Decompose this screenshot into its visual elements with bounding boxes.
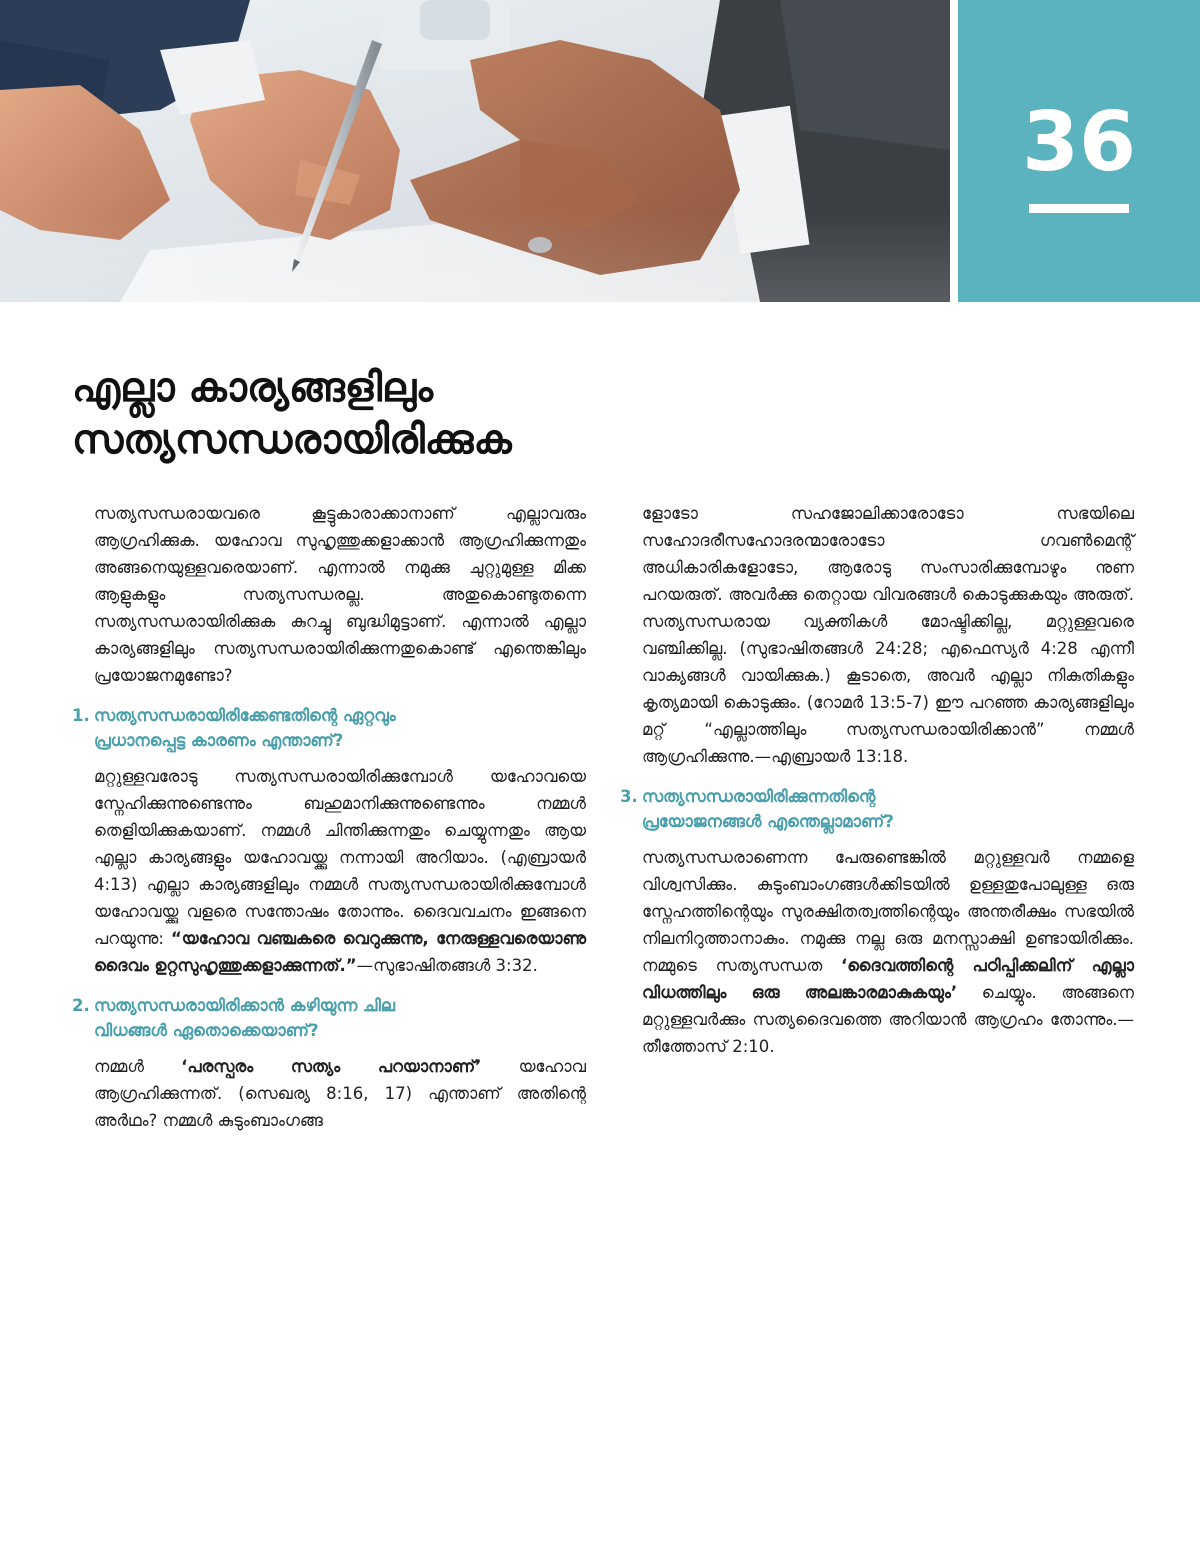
question-2-line-2: വിധങ്ങൾ ഏതൊക്കെയാണ്? xyxy=(94,1021,319,1040)
lesson-number: 36 xyxy=(1021,95,1137,190)
question-1-line-2: പ്രധാനപ്പെട്ട കാരണം എന്താണ്? xyxy=(94,731,344,750)
answer-1-paragraph xyxy=(72,763,586,979)
answer-2-text-start: നമ്മൾ xyxy=(94,1057,144,1076)
question-3-text xyxy=(642,784,1134,834)
answer-1-reference: —സുഭാഷിതങ്ങൾ 3:32. xyxy=(356,956,538,975)
answer-1-text: മറ്റുള്ളവരോടു സത്യസന്ധരായിരിക്കുമ്പോൾ യഹോവയെ സ്നേഹിക്കുന്നുണ്ടെന്നും ബഹുമാനിക്കുന്നുണ്ടെന്നും നമ്മൾ തെളിയിക്കുകയാണ്. നമ്മൾ ചിന്തിക്കുന്നതും ചെയ്യുന്നതും ആയ എല്ലാ കാര്യങ്ങളും യഹോവയ്ക്കു നന്നായി അറിയാം. (എബ്രായർ 4:13) എല്ലാ കാര്യങ്ങളിലും നമ്മൾ സത്യസന്ധരായിരിക്കുമ്പോൾ യഹോവയ്ക്കു വളരെ സന്തോഷം തോന്നും. ദൈവവചനം ഇങ്ങനെ പറയുന്നു: xyxy=(94,767,586,948)
left-column xyxy=(72,500,586,1134)
question-3-line-2: പ്രയോജനങ്ങൾ എന്തെല്ലാമാണ്? xyxy=(642,812,894,831)
lesson-number-underline xyxy=(1029,204,1129,213)
page-title-line-2: സത്യസന്ധരായിരിക്കുക xyxy=(72,417,512,463)
answer-3-paragraph xyxy=(620,844,1134,1060)
question-3-number: 3. xyxy=(620,787,638,806)
question-1-line-1: സത്യസന്ധരായിരിക്കേണ്ടതിന്റെ ഏറ്റവും xyxy=(94,706,396,725)
answer-2-continuation: ളോടോ സഹജോലിക്കാരോടോ സഭയിലെ സഹോദരീസഹോദരന്മാരോടോ ഗവൺമെന്റ് അധികാരികളോടോ, ആരോടു സംസാരിക്കുമ്പോഴും നുണ പറയരുത്. അവർക്കു തെറ്റായ വിവരങ്ങൾ കൊടുക്കുകയും അരുത്. സത്യസന്ധരായ വ്യക്തികൾ മോഷ്ടിക്കില്ല, മറ്റുള്ളവരെ വഞ്ചിക്കില്ല. (സുഭാഷിതങ്ങൾ 24:28; എഫെസ്യർ 4:28 എന്നീ വാക്യങ്ങൾ വായിക്കുക.) കൂടാതെ, അവർ എല്ലാ നികുതികളും കൃത്യമായി കൊടുക്കും. (റോമർ 13:5-7) ഈ പറഞ്ഞ കാര്യങ്ങളിലും മറ്റ് “എല്ലാത്തിലും സത്യസന്ധരായിരിക്കാൻ” നമ്മൾ ആഗ്രഹിക്കുന്നു.—എബ്രായർ 13:18. xyxy=(642,504,1134,766)
photo-fade xyxy=(0,0,950,302)
answer-2-quote: ‘പരസ്പരം സത്യം പറയാനാണ്’ xyxy=(181,1057,482,1076)
answer-1-quote: “യഹോവ വഞ്ചകരെ വെറുക്കുന്നു, നേരുള്ളവരെയാണു ദൈവം ഉറ്റസുഹൃത്തുക്കളാക്കുന്നത്.” xyxy=(94,929,586,975)
question-1-heading xyxy=(72,703,586,753)
question-3-line-1: സത്യസന്ധരായിരിക്കുന്നതിന്റെ xyxy=(642,787,876,806)
question-2-text xyxy=(94,993,586,1043)
answer-3-text-end: ചെയ്യും. അങ്ങനെ മറ്റുള്ളവർക്കും സത്യദൈവത്തെ അറിയാൻ ആഗ്രഹം തോന്നും.—തീത്തോസ് 2:10. xyxy=(642,983,1134,1056)
question-2-heading xyxy=(72,993,586,1043)
lesson-number-badge xyxy=(958,0,1200,302)
answer-3-text-start: സത്യസന്ധരാണെന്ന പേരുണ്ടെങ്കിൽ മറ്റുള്ളവർ നമ്മളെ വിശ്വസിക്കും. കുടുംബാംഗങ്ങൾക്കിടയിൽ ഉള്ളതുപോലുള്ള ഒരു സ്നേഹത്തിന്റെയും സുരക്ഷിതത്വത്തിന്റെയും അന്തരീക്ഷം സഭയിൽ നിലനിറുത്താനാകും. നമുക്കു നല്ല ഒരു മനസ്സാക്ഷി ഉണ്ടായിരിക്കും. നമ്മുടെ സത്യസന്ധത xyxy=(642,848,1134,975)
header-photo xyxy=(0,0,950,302)
question-2-number: 2. xyxy=(72,996,90,1015)
answer-3-quote: ‘ദൈവത്തിന്റെ പഠിപ്പിക്കലിന് എല്ലാ വിധത്തിലും ഒരു അലങ്കാരമാകുകയും’ xyxy=(642,956,1134,1002)
right-column xyxy=(620,500,1134,1060)
answer-2-text-end: യഹോവ ആഗ്രഹിക്കുന്നത്. (സെഖര്യ 8:16, 17) എന്താണ് അതിന്റെ അർഥം? നമ്മൾ കുടുംബാംഗങ്ങ xyxy=(94,1057,587,1130)
page-title-line-1: എല്ലാ കാര്യങ്ങളിലും xyxy=(72,365,433,411)
answer-2-paragraph xyxy=(72,1053,586,1134)
question-1-number: 1. xyxy=(72,706,90,725)
page-title xyxy=(72,362,872,466)
question-2-line-1: സത്യസന്ധരായിരിക്കാൻ കഴിയുന്ന ചില xyxy=(94,996,395,1015)
question-1-text xyxy=(94,703,586,753)
intro-paragraph: സത്യസന്ധരായവരെ കൂട്ടുകാരാക്കാനാണ് എല്ലാവരും ആഗ്രഹിക്കുക. യഹോവ സുഹൃത്തുക്കളാക്കാൻ ആഗ്രഹിക്കുന്നതും അങ്ങനെയുള്ളവരെയാണ്. എന്നാൽ നമുക്കു ചുറ്റുമുള്ള മിക്ക ആളുകളും സത്യസന്ധരല്ല. അതുകൊണ്ടുതന്നെ സത്യസന്ധരായിരിക്കുക കുറച്ചു ബുദ്ധിമുട്ടാണ്. എന്നാൽ എല്ലാ കാര്യങ്ങളിലും സത്യസന്ധരായിരിക്കുന്നതുകൊണ്ട് എന്തെങ്കിലും പ്രയോജനമുണ്ടോ? xyxy=(94,504,586,685)
question-3-heading xyxy=(620,784,1134,834)
